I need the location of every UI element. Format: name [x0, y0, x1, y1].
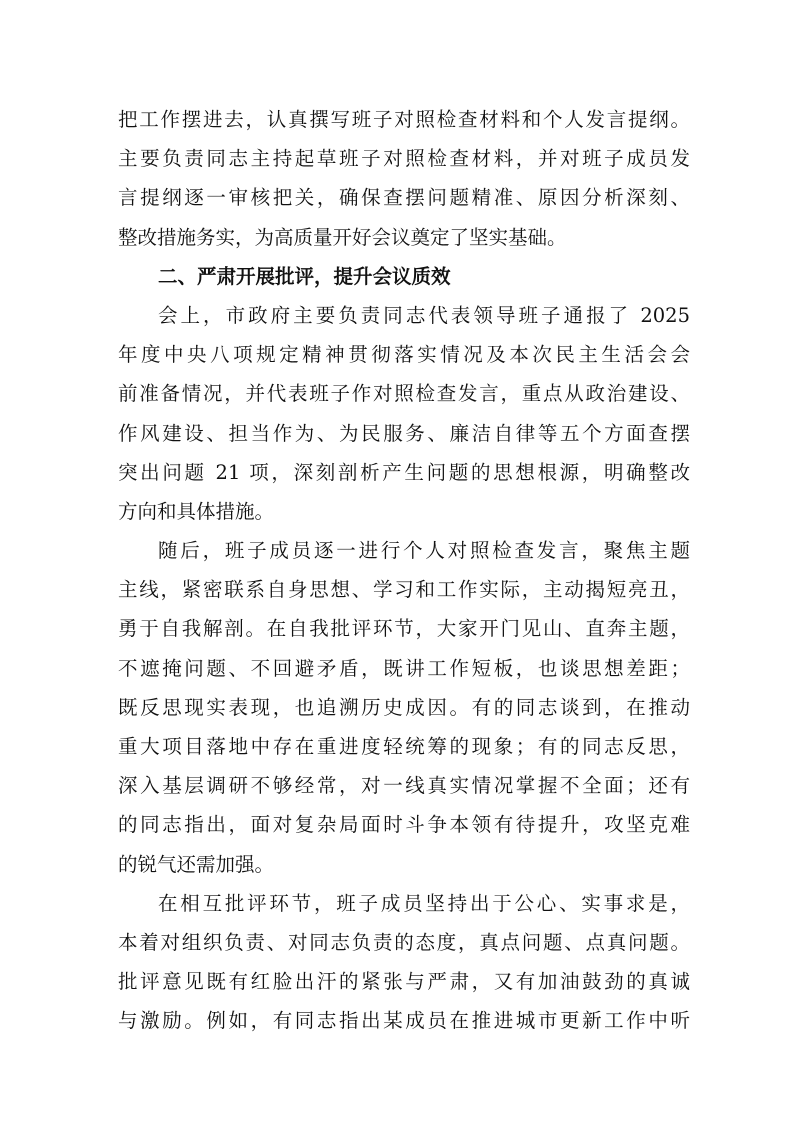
paragraph-3 — [118, 531, 690, 884]
text-line: 把工作摆进去，认真撰写班子对照检查材料和个人发言提纲。 — [118, 108, 690, 131]
document-body — [118, 100, 690, 1041]
text-line: 言提纲逐一审核把关，确保查摆问题精准、原因分析深刻、 — [118, 186, 690, 210]
text-line: 既反思现实表现，也追溯历史成因。有的同志谈到，在推动 — [118, 695, 690, 719]
text-line: 不遮掩问题、不回避矛盾，既讲工作短板，也谈思想差距； — [118, 656, 690, 680]
text-line: 与激励。例如，有同志指出某成员在推进城市更新工作中听 — [118, 1009, 690, 1033]
paragraph-2 — [118, 296, 690, 531]
text-line: 整改措施务实，为高质量开好会议奠定了坚实基础。 — [118, 225, 567, 249]
text-line: 会上，市政府主要负责同志代表领导班子通报了 2025 — [158, 303, 690, 327]
text-line: 勇于自我解剖。在自我批评环节，大家开门见山、直奔主题， — [118, 617, 690, 641]
text-line: 随后，班子成员逐一进行个人对照检查发言，聚焦主题 — [158, 539, 690, 563]
text-line: 主要负责同志主持起草班子对照检查材料，并对班子成员发 — [118, 147, 690, 171]
text-line: 本着对组织负责、对同志负责的态度，真点问题、点真问题。 — [118, 930, 690, 954]
text-line: 在相互批评环节，班子成员坚持出于公心、实事求是， — [158, 891, 690, 915]
text-line: 重大项目落地中存在重进度轻统筹的现象；有的同志反思， — [118, 735, 690, 758]
text-line: 的同志指出，面对复杂局面时斗争本领有待提升，攻坚克难 — [118, 813, 690, 837]
text-line: 方向和具体措施。 — [118, 499, 275, 523]
text-line: 突出问题 21 项，深刻剖析产生问题的思想根源，明确整改 — [118, 460, 690, 484]
text-line: 作风建设、担当作为、为民服务、廉洁自律等五个方面查摆 — [118, 421, 690, 445]
section-heading: 二、严肃开展批评，提升会议质效 — [158, 264, 451, 288]
paragraph-4 — [118, 884, 690, 1041]
paragraph-1 — [118, 100, 690, 257]
text-line: 批评意见既有红脸出汗的紧张与严肃，又有加油鼓劲的真诚 — [118, 970, 690, 994]
text-line: 主线，紧密联系自身思想、学习和工作实际，主动揭短亮丑， — [118, 578, 690, 602]
text-line: 年度中央八项规定精神贯彻落实情况及本次民主生活会会 — [118, 343, 690, 367]
text-line: 前准备情况，并代表班子作对照检查发言，重点从政治建设、 — [118, 382, 690, 406]
text-line: 深入基层调研不够经常，对一线真实情况掌握不全面；还有 — [118, 774, 690, 798]
text-line: 的锐气还需加强。 — [118, 852, 275, 876]
